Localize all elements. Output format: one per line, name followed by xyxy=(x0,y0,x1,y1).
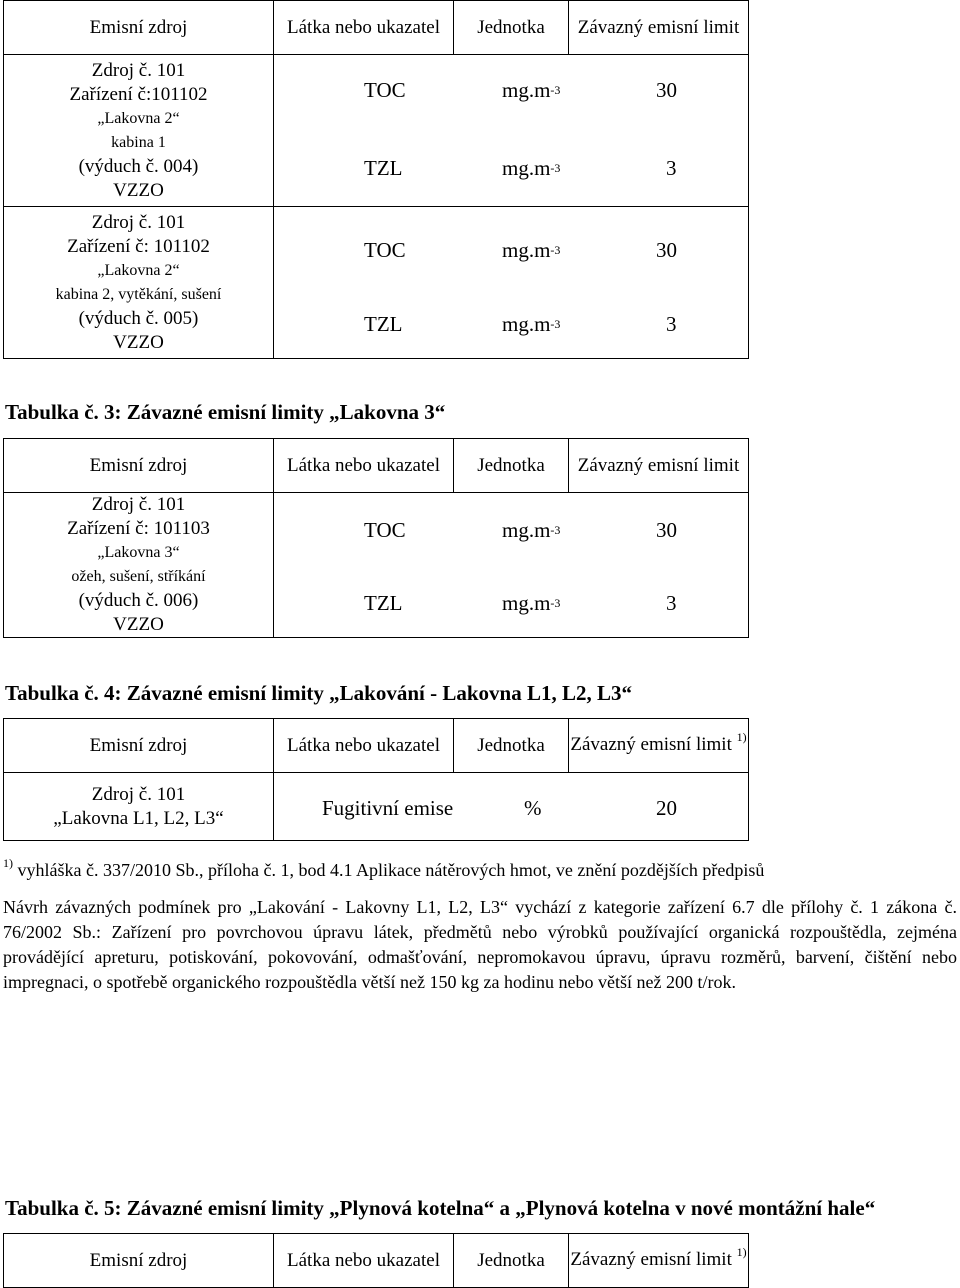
source-line: (výduch č. 006) xyxy=(78,590,199,611)
pollutant-row xyxy=(274,235,748,265)
substance: TOC xyxy=(364,78,406,102)
header-substance: Látka nebo ukazatel xyxy=(274,719,454,773)
unit: mg.m -3 xyxy=(502,153,550,183)
source-line: Zařízení č:101102 xyxy=(69,83,208,105)
footnote-mark: 1) xyxy=(736,1245,747,1259)
unit: mg.m -3 xyxy=(502,235,550,265)
substance: TZL xyxy=(364,156,403,180)
pollutant-row xyxy=(274,75,748,105)
header-substance: Látka nebo ukazatel xyxy=(274,1,454,55)
table-3-caption: Tabulka č. 3: Závazné emisní limity „Lakovna 3“ xyxy=(5,400,446,424)
source-line: Zdroj č. 101 xyxy=(91,59,186,81)
substance: TOC xyxy=(364,238,406,262)
header-source: Emisní zdroj xyxy=(4,1,274,55)
pollutant-cell xyxy=(274,493,749,638)
source-line: Zařízení č: 101103 xyxy=(67,518,210,539)
unit-exponent: -3 xyxy=(550,243,561,257)
source-line: (výduch č. 005) xyxy=(78,307,199,329)
header-substance: Látka nebo ukazatel xyxy=(274,1234,454,1288)
emission-table-lakovani xyxy=(3,718,749,841)
substance: Fugitivní emise xyxy=(322,796,454,820)
source-line: „Lakovna L1, L2, L3“ xyxy=(53,807,224,829)
source-cell xyxy=(4,207,274,359)
pollutant-cell xyxy=(274,207,749,359)
limit: 3 xyxy=(666,156,677,180)
substance: TZL xyxy=(364,312,403,336)
source-line: VZZO xyxy=(113,614,164,635)
pollutant-cell xyxy=(274,55,749,207)
source-line: (výduch č. 004) xyxy=(78,155,199,177)
limit: 20 xyxy=(656,796,677,820)
header-limit: Závazný emisní limit $^{1)}$ xyxy=(569,1234,749,1288)
source-line: Zdroj č. 101 xyxy=(91,494,186,515)
header-limit: Závazný emisní limit xyxy=(569,1,749,55)
unit: mg.m -3 xyxy=(502,588,550,618)
header-unit: Jednotka xyxy=(454,719,569,773)
pollutant-row xyxy=(274,588,748,618)
source-line: ožeh, sušení, stříkání xyxy=(71,568,206,585)
source-line: „Lakovna 2“ xyxy=(97,261,180,279)
header-limit: Závazný emisní limit $^{1)}$ xyxy=(569,719,749,773)
footnote-mark: 1) xyxy=(3,856,13,870)
unit-exponent: -3 xyxy=(550,161,561,175)
unit-exponent: -3 xyxy=(550,317,561,331)
source-line: kabina 2, vytěkání, sušení xyxy=(55,285,222,303)
limit: 30 xyxy=(656,518,677,542)
pollutant-row xyxy=(274,309,748,339)
source-line: Zařízení č: 101102 xyxy=(67,235,210,257)
unit: mg.m -3 xyxy=(502,75,550,105)
header-source: Emisní zdroj xyxy=(4,719,274,773)
source-cell xyxy=(4,493,274,638)
unit: % xyxy=(524,796,542,820)
table-4-caption: Tabulka č. 4: Závazné emisní limity „Lakování - Lakovna L1, L2, L3“ xyxy=(5,681,632,705)
pollutant-row xyxy=(274,793,748,823)
unit: mg.m -3 xyxy=(502,309,550,339)
emission-table-lakovna-3 xyxy=(3,438,749,638)
emission-table-kotelna xyxy=(3,1233,749,1288)
header-substance: Látka nebo ukazatel xyxy=(274,439,454,493)
header-limit: Závazný emisní limit xyxy=(569,439,749,493)
pollutant-row xyxy=(274,153,748,183)
table-5-caption: Tabulka č. 5: Závazné emisní limity „Plynová kotelna“ a „Plynová kotelna v nové montážní hale“ xyxy=(5,1196,876,1220)
source-cell xyxy=(4,773,274,841)
source-line: VZZO xyxy=(113,179,164,201)
limit: 30 xyxy=(656,238,677,262)
header-unit: Jednotka xyxy=(454,1234,569,1288)
substance: TZL xyxy=(364,591,403,615)
limit: 3 xyxy=(666,312,677,336)
unit-exponent: -3 xyxy=(550,83,561,97)
header-unit: Jednotka xyxy=(454,1,569,55)
footnote: $^{1)}$ vyhláška č. 337/2010 Sb., příloha č. 1, bod 4.1 Aplikace nátěrových hmot, ve znění pozdějších předpisů xyxy=(3,856,765,880)
source-line: kabina 1 xyxy=(111,133,166,151)
emission-table-lakovna-2 xyxy=(3,0,749,359)
pollutant-cell xyxy=(274,773,749,841)
header-source: Emisní zdroj xyxy=(4,1234,274,1288)
source-line: Zdroj č. 101 xyxy=(91,211,186,233)
body-paragraph: Návrh závazných podmínek pro „Lakování - Lakovny L1, L2, L3“ vychází z kategorie zařízení 6.7 dle přílohy č. 1 zákona č. 76/2002 Sb.: Zařízení pro povrchovou úpravu látek, předmětů nebo výrobků používající organická rozpouštědla, zejména provádějící apreturu, potiskování, pokovování, odmašťování, nepromokavou úpravu, úpravu rozměrů, barvení, čištění nebo impregnaci, o spotřebě organického rozpouštědla větší než 150 kg za hodinu nebo větší než 200 t/rok. xyxy=(3,897,957,992)
unit-exponent: -3 xyxy=(550,523,561,537)
source-line: VZZO xyxy=(113,331,164,353)
source-line: „Lakovna 2“ xyxy=(97,109,180,127)
source-line: „Lakovna 3“ xyxy=(97,544,180,561)
source-line: Zdroj č. 101 xyxy=(91,783,186,805)
unit-exponent: -3 xyxy=(550,596,561,610)
unit: mg.m -3 xyxy=(502,515,550,545)
substance: TOC xyxy=(364,518,406,542)
header-source: Emisní zdroj xyxy=(4,439,274,493)
source-cell xyxy=(4,55,274,207)
footnote-mark: 1) xyxy=(736,730,747,744)
limit: 3 xyxy=(666,591,677,615)
limit: 30 xyxy=(656,78,677,102)
pollutant-row xyxy=(274,515,748,545)
header-unit: Jednotka xyxy=(454,439,569,493)
